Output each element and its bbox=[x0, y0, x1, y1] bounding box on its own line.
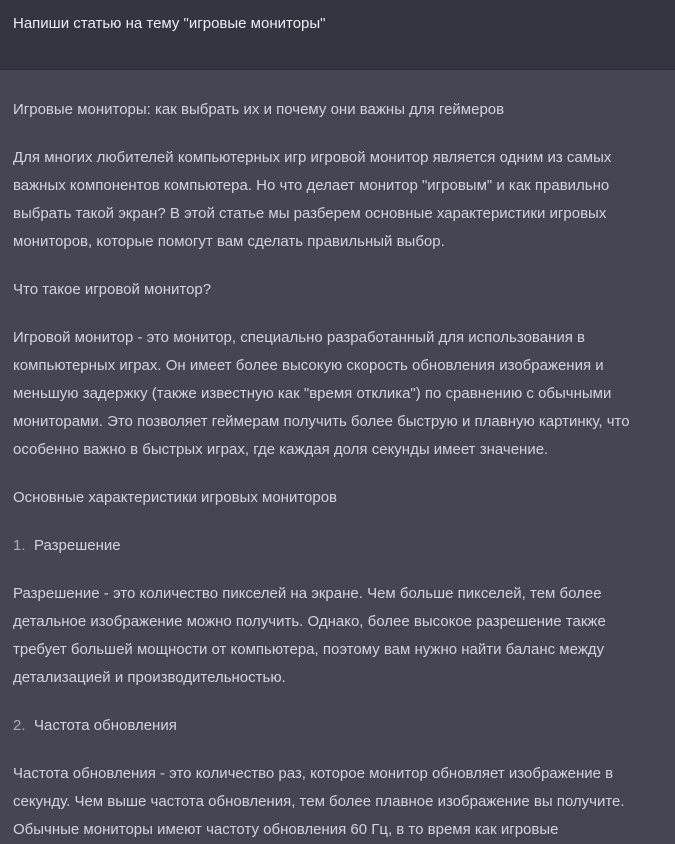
refresh-rate-paragraph: Частота обновления - это количество раз, которое монитор обновляет изображение в секунду. Чем выше частота обновления, тем более плавное изображение вы получите. Обычные мониторы имеют частоту обновления 60 Гц, в то время как игровые bbox=[13, 765, 625, 838]
user-prompt-text: Напиши статью на тему "игровые мониторы" bbox=[13, 15, 326, 32]
list-number: 2. bbox=[13, 717, 26, 734]
list-item-label: Разрешение bbox=[34, 537, 121, 554]
question-heading: Что такое игровой монитор? bbox=[13, 281, 212, 298]
list-number: 1. bbox=[13, 537, 26, 554]
list-item bbox=[13, 712, 662, 740]
assistant-message bbox=[0, 70, 675, 844]
list-item bbox=[13, 532, 662, 560]
intro-paragraph: Для многих любителей компьютерных игр игровой монитор является одним из самых важных компонентов компьютера. Но что делает монитор "игровым" и как правильно выбрать такой экран? В этой статье мы разберем основные характеристики игровых мониторов, которые помогут вам сделать правильный выбор. bbox=[13, 149, 612, 250]
article-title: Игровые мониторы: как выбрать их и почему они важны для геймеров bbox=[13, 101, 505, 118]
list-item-label: Частота обновления bbox=[34, 717, 177, 734]
user-message bbox=[0, 0, 675, 70]
section-heading: Основные характеристики игровых мониторов bbox=[13, 489, 338, 506]
definition-paragraph: Игровой монитор - это монитор, специально разработанный для использования в компьютерных играх. Он имеет более высокую скорость обновления изображения и меньшую задержку (также известную как "время отклика") по сравнению с обычными мониторами. Это позволяет геймерам получить более быструю и плавную картинку, что особенно важно в быстрых играх, где каждая доля секунды имеет значение. bbox=[13, 329, 630, 458]
resolution-paragraph: Разрешение - это количество пикселей на экране. Чем больше пикселей, тем более детальное изображение можно получить. Однако, более высокое разрешение также требует большей мощности от компьютера, поэтому вам нужно найти баланс между детализацией и производительностью. bbox=[13, 585, 606, 686]
